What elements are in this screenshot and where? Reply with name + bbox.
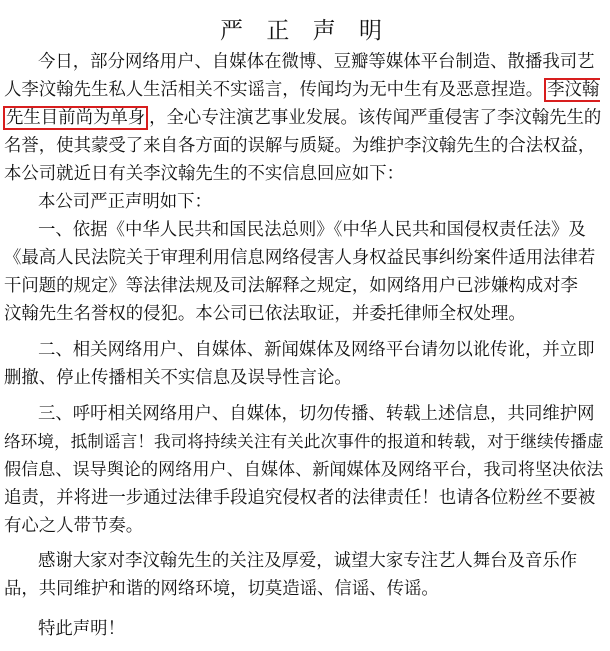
line-text: ，全心专注演艺事业发展。该传闻严重侵害了李汶翰先生的 bbox=[149, 108, 602, 128]
paragraph-line: 一、依据《中华人民共和国民法总则》《中华人民共和国侵权责任法》及 bbox=[38, 220, 586, 240]
paragraph-line: 《最高人民法院关于审理利用信息网络侵害人身权益民事纠纷案件适用法律若 bbox=[4, 248, 596, 268]
paragraph-line bbox=[4, 76, 601, 104]
paragraph-line: 有心之人带节奏。 bbox=[4, 516, 144, 536]
paragraph-line: 名誉，使其蒙受了来自各方面的误解与质疑。为维护李汶翰先生的合法权益， bbox=[4, 136, 596, 156]
paragraph-line: 三、呼吁相关网络用户、自媒体，切勿传播、转载上述信息，共同维护网 bbox=[38, 404, 595, 424]
paragraph-line: 二、相关网络用户、自媒体、新闻媒体及网络平台请勿以讹传讹，并立即 bbox=[38, 340, 595, 360]
paragraph-line: 络环境，抵制谣言！我司将持续关注有关此次事件的报道和转载，对于继续传播虚 bbox=[4, 432, 604, 451]
paragraph-line: 追责，并将进一步通过法律手段追究侵权者的法律责任！也请各位粉丝不要被 bbox=[4, 488, 596, 508]
highlight-box-status: 先生目前尚为单身 bbox=[3, 106, 148, 130]
highlight-box-name: 李汶翰 bbox=[544, 78, 600, 102]
document-title: 严 正 声 明 bbox=[220, 18, 390, 44]
paragraph-line: 本公司就近日有关李汶翰先生的不实信息回应如下： bbox=[4, 164, 404, 184]
paragraph-line: 本公司严正声明如下： bbox=[38, 192, 212, 212]
paragraph-line: 汶翰先生名誉权的侵犯。本公司已依法取证，并委托律师全权处理。 bbox=[4, 304, 526, 324]
paragraph-line bbox=[2, 104, 601, 132]
paragraph-line: 干问题的规定》等法律法规及司法解释之规定，如网络用户已涉嫌构成对李 bbox=[4, 276, 578, 296]
paragraph-line: 今日，部分网络用户、自媒体在微博、豆瓣等媒体平台制造、散播我司艺 bbox=[38, 52, 595, 72]
closing-line: 特此声明！ bbox=[38, 619, 125, 639]
paragraph-line: 感谢大家对李汶翰先生的关注及厚爱，诚望大家专注艺人舞台及音乐作 bbox=[38, 551, 578, 571]
paragraph-line: 假信息、误导舆论的网络用户、自媒体、新闻媒体及网络平台，我司将坚决依法 bbox=[4, 460, 604, 480]
paragraph-line: 删撤、停止传播相关不实信息及误导性言论。 bbox=[4, 368, 352, 388]
paragraph-line: 品，共同维护和谐的网络环境，切莫造谣、信谣、传谣。 bbox=[4, 579, 439, 599]
line-text: 人李汶翰先生私人生活相关不实谣言，传闻均为无中生有及恶意捏造。 bbox=[4, 80, 544, 100]
